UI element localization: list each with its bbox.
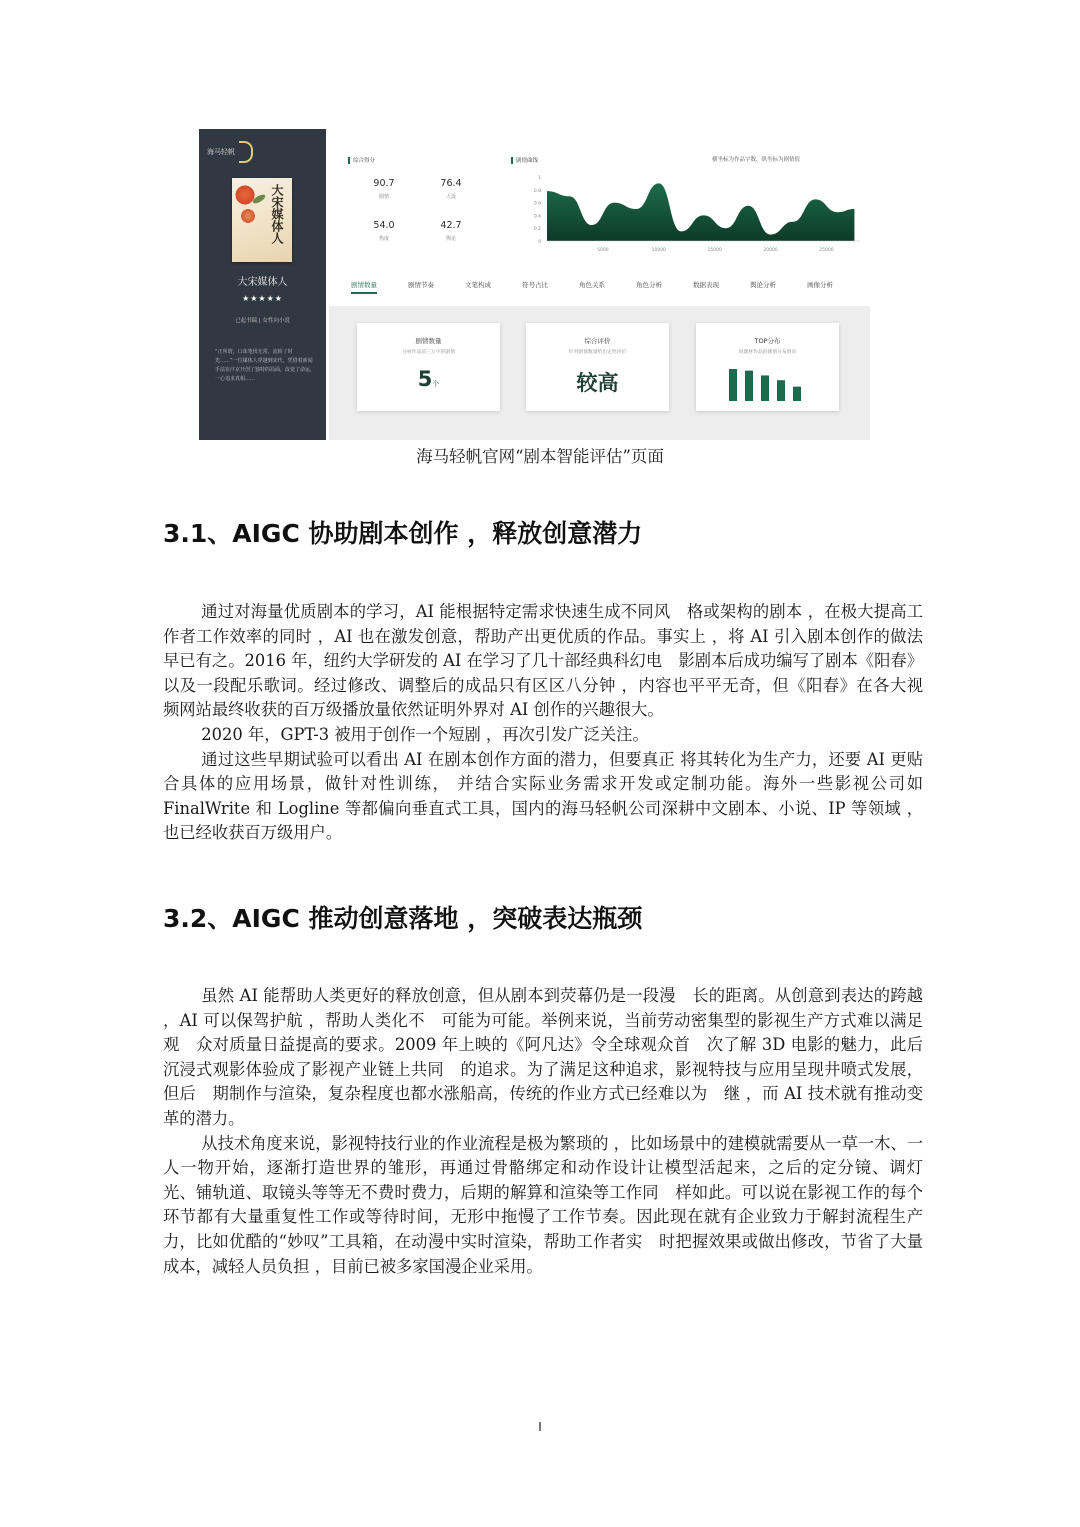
x-tick-label: 20000 xyxy=(763,248,778,253)
curve-header-label: 剧情曲线 xyxy=(516,158,539,164)
score-item xyxy=(431,178,471,200)
section-body-3-2 xyxy=(163,984,940,1279)
book-title: 大宋媒体人 xyxy=(237,277,288,288)
distribution-bar xyxy=(729,369,737,401)
flower-icon xyxy=(240,208,256,224)
card-title: 剧情数量 xyxy=(415,337,442,345)
score-label: 人设 xyxy=(445,194,456,200)
paragraph: 通过对海量优质剧本的学习，AI 能根据特定需求快速生成不同风 格或架构的剧本 ，在极大提高工作者工作效率的同时 ，AI 也在激发创意，帮助产出更优质的作品。事实上 ，将 AI 引入剧本创作的做法早已有之。2016 年，纽约大学研发的 AI 在学习了几十部经典科幻电 影剧本后成功编写了剧本《阳春》以及一段配乐歌词。经过修改、调整后的成品只有区区八分钟 ，内容也平平无奇，但《阳春》在各大视 频网站最终收获的百万级播放量依然证明外界对 AI 创作的兴趣很大。 xyxy=(163,602,940,720)
book-cover[interactable] xyxy=(232,178,292,262)
section-heading-3-1: 3.1、AIGC 协助剧本创作 ，释放创意潜力 xyxy=(163,519,643,548)
distribution-bar xyxy=(745,371,753,401)
analysis-panel xyxy=(326,129,870,440)
score-value: 42.7 xyxy=(440,220,462,231)
top-distribution-bars xyxy=(729,369,809,401)
tab-relations[interactable]: 角色关系 xyxy=(579,281,605,289)
section-body-3-1 xyxy=(163,600,940,846)
score-value: 76.4 xyxy=(440,178,462,189)
card-subtitle: 针对剧情数量给出定性评价 xyxy=(568,350,627,355)
product-screenshot xyxy=(199,129,870,440)
tab-plot-count[interactable]: 剧情数量 xyxy=(351,280,377,294)
distribution-bar xyxy=(761,375,769,401)
result-panel xyxy=(329,306,870,440)
tab-data[interactable]: 数据表现 xyxy=(693,281,719,289)
tab-portrait[interactable]: 画像分析 xyxy=(807,281,833,289)
plot-curve-chart xyxy=(525,173,870,255)
y-tick-label: 0.8 xyxy=(533,188,541,194)
score-value: 54.0 xyxy=(373,220,395,231)
curve-note: 横坐标为作品字数，纵坐标为剧情值 xyxy=(712,157,801,163)
cover-title: 大宋媒体人 xyxy=(270,184,284,244)
card-value-number: 5 xyxy=(417,367,433,391)
y-tick-label: 0.4 xyxy=(533,214,541,220)
paragraph: 从技术角度来说，影视特技行业的作业流程是极为繁琐的 ，比如场景中的建模就需要从一草一木、一人一物开始，逐渐打造世界的雏形，再通过骨骼绑定和动作设计让模型活起来，之后的定分镜、调灯 光、铺轨道、取镜头等等无不费时费力，后期的解算和渲染等工作同 样如此。可以说在影视工作的每个环节都有大量重复性工作或等待时间，无形中拖慢了工作节奏。因此现在就有企业致力于解封流程生产 力，比如优酷的“妙叹”工具箱，在动漫中实时渲染，帮助工作者实 时把握效果或做出修改，节省了大量成本，减轻人员负担 ，目前已被多家国漫企业采用。 xyxy=(163,1133,940,1276)
brand-logo xyxy=(207,141,253,163)
score-item xyxy=(431,220,471,242)
page-number: I xyxy=(538,1420,542,1434)
paragraph: 2020 年，GPT-3 被用于创作一个短剧 ，再次引发广泛关注。 xyxy=(201,724,649,744)
score-value: 90.7 xyxy=(373,178,395,189)
card-value xyxy=(357,367,500,391)
card-value: 较高 xyxy=(576,371,619,395)
card-top-distribution xyxy=(696,323,839,411)
score-label: 剧情 xyxy=(378,194,389,200)
x-tick-label: 25000 xyxy=(819,248,834,253)
rating-stars: ★★★★★ xyxy=(242,294,283,303)
seahorse-icon xyxy=(239,141,253,163)
score-item xyxy=(364,220,404,242)
book-blurb: “正所谓，口诛笔伐无常，流转了时光……”一位媒体人穿越到宋代，凭借着新闻手法在汴京开创了独特的局面，改变了命运，一心追求真相…… xyxy=(215,349,316,382)
book-meta: 已起书稿 | 女性向小说 xyxy=(235,318,290,324)
y-tick-label: 0.2 xyxy=(533,227,541,233)
tab-plot-rhythm[interactable]: 剧情节奏 xyxy=(408,281,434,289)
tab-writing[interactable]: 文笔构成 xyxy=(465,281,491,289)
card-subtitle: 分析作品前三万字的剧情 xyxy=(402,350,455,355)
distribution-bar xyxy=(777,380,785,401)
curve-header xyxy=(511,156,538,164)
x-tick-label: 15000 xyxy=(707,248,722,253)
score-label: 舆论 xyxy=(445,236,456,242)
tab-symbols[interactable]: 符号占比 xyxy=(522,281,548,289)
card-title: TOP分布 xyxy=(754,337,781,345)
tab-characters[interactable]: 角色分析 xyxy=(636,281,662,289)
score-label: 热度 xyxy=(378,236,389,242)
scores-header xyxy=(348,156,375,164)
figure-caption: 海马轻帆官网“剧本智能评估”页面 xyxy=(416,447,664,466)
card-overall xyxy=(526,323,669,411)
card-title: 综合评价 xyxy=(584,337,611,345)
header-accent xyxy=(348,157,350,164)
distribution-bar xyxy=(793,387,801,401)
book-sidebar xyxy=(199,129,326,440)
card-value-unit: 个 xyxy=(432,380,440,388)
score-item xyxy=(364,178,404,200)
tab-opinion[interactable]: 舆论分析 xyxy=(750,281,776,289)
y-tick-label: 0.6 xyxy=(533,201,541,207)
card-subtitle: 同题材作品的剧情分布情况 xyxy=(738,350,797,355)
section-heading-3-2: 3.2、AIGC 推动创意落地 ，突破表达瓶颈 xyxy=(163,904,643,933)
paragraph: 通过这些早期试验可以看出 AI 在剧本创作方面的潜力，但要真正 将其转化为生产力，还要 AI 更贴合具体的应用场景，做针对性训练， 并结合实际业务需求开发或定制功能。海外一些影视公司如 FinalWrite 和 Logline 等都偏向垂直式工具，国内的海马轻帆公司深耕中文剧本、小说、IP 等领域 ，也已经收获百万级用户。 xyxy=(163,749,923,843)
plot-curve-area xyxy=(547,183,854,241)
y-tick-label: 0 xyxy=(538,240,541,245)
paragraph: 虽然 AI 能帮助人类更好的释放创意，但从剧本到荧幕仍是一段漫 长的距离。从创意到表达的跨越 ，AI 可以保驾护航 ，帮助人类化不 可能为可能。举例来说，当前劳动密集型的影视生产方式难以满足观 众对质量日益提高的要求。2009 年上映的《阿凡达》令全球观众首 次了解 3D 电影的魅力，此后沉浸式观影体验成了影视产业链上共同 的追求。为了满足这种追求，影视特技与应用呈现井喷式发展，但后 期制作与渲染，复杂程度也都水涨船高，传统的作业方式已经难以为 继 ，而 AI 技术就有推动变革的潜力。 xyxy=(163,986,923,1128)
y-tick-label: 1 xyxy=(538,176,541,181)
x-tick-label: 5000 xyxy=(597,248,609,253)
logo-text: 海马轻帆 xyxy=(207,148,235,156)
scores-header-label: 综合得分 xyxy=(353,158,376,164)
header-accent xyxy=(511,157,513,164)
card-plot-count xyxy=(357,323,500,411)
x-tick-label: 10000 xyxy=(651,248,666,253)
